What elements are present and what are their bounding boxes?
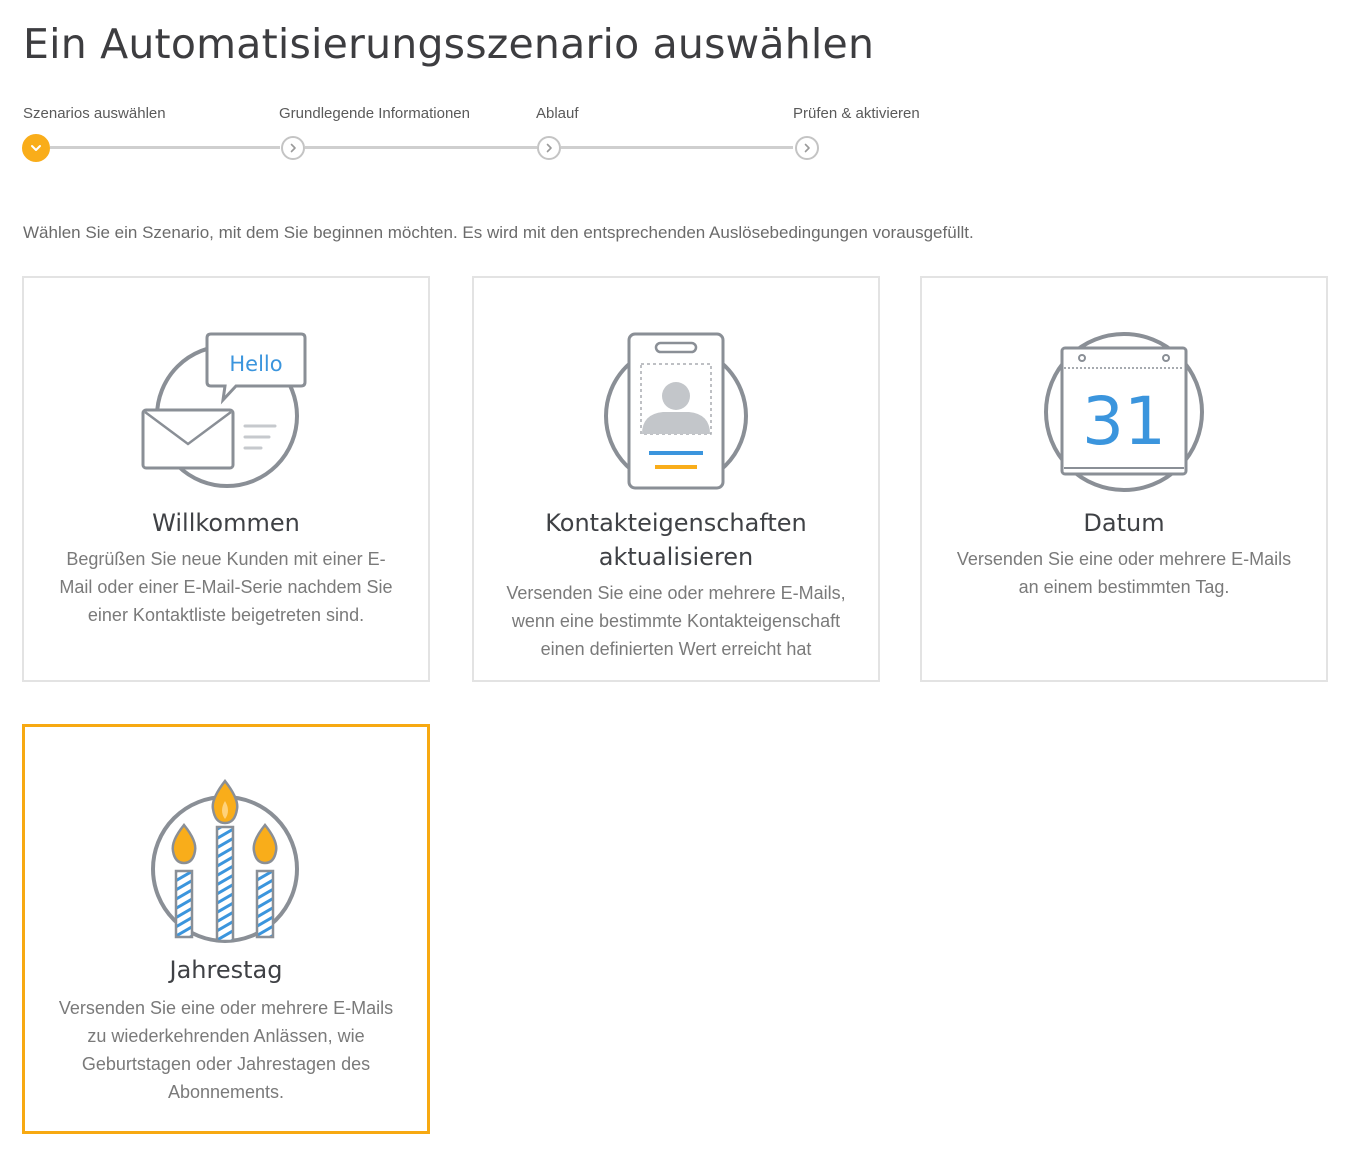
step-connector xyxy=(561,146,793,149)
scenario-card-date[interactable] xyxy=(920,276,1328,682)
scenario-title: Kontakteigenschaften aktualisieren xyxy=(545,509,807,571)
chevron-down-icon xyxy=(29,141,43,155)
step-label-scenarios[interactable]: Szenarios auswählen xyxy=(23,105,166,122)
step-4-indicator[interactable] xyxy=(795,136,819,160)
step-label-basic-info[interactable]: Grundlegende Informationen xyxy=(279,105,470,122)
scenario-title: Jahrestag xyxy=(169,956,283,984)
progress-stepper xyxy=(0,0,1356,180)
step-connector xyxy=(50,146,280,149)
chevron-right-icon xyxy=(543,142,555,154)
step-connector xyxy=(305,146,537,149)
scenario-description: Versenden Sie eine oder mehrere E-Mails zu wiederkehrenden Anlässen, wie Geburtstagen oder Jahrestagen des Abonnements. xyxy=(58,998,394,1102)
scenario-description: Versenden Sie eine oder mehrere E-Mails an einem bestimmten Tag. xyxy=(956,549,1292,597)
scenario-card-anniversary[interactable] xyxy=(22,724,430,1134)
page-title: Ein Automatisierungsszenario auswählen xyxy=(23,20,875,68)
calendar-icon xyxy=(922,328,1326,494)
scenario-description: Versenden Sie eine oder mehrere E-Mails, wenn eine bestimmte Kontakteigenschaft einen definierten Wert erreicht hat xyxy=(506,583,846,659)
svg-text:Hello: Hello xyxy=(229,352,283,376)
step-2-indicator[interactable] xyxy=(281,136,305,160)
step-1-indicator[interactable] xyxy=(22,134,50,162)
welcome-hello-icon xyxy=(24,328,428,494)
birthday-candles-icon xyxy=(25,779,427,945)
step-label-flow[interactable]: Ablauf xyxy=(536,105,579,122)
scenario-card-contact-properties[interactable] xyxy=(472,276,880,682)
step-3-indicator[interactable] xyxy=(537,136,561,160)
chevron-right-icon xyxy=(801,142,813,154)
scenario-title: Datum xyxy=(1083,509,1165,537)
chevron-right-icon xyxy=(287,142,299,154)
scenario-description: Begrüßen Sie neue Kunden mit einer E-Mail oder einer E-Mail-Serie nachdem Sie einer Kontaktliste beigetreten sind. xyxy=(59,549,393,625)
scenario-card-welcome[interactable] xyxy=(22,276,430,682)
svg-text:31: 31 xyxy=(1082,383,1166,460)
step-label-review[interactable]: Prüfen & aktivieren xyxy=(793,105,920,122)
contact-badge-icon xyxy=(474,328,878,494)
scenario-title: Willkommen xyxy=(152,509,300,537)
intro-text: Wählen Sie ein Szenario, mit dem Sie beginnen möchten. Es wird mit den entsprechenden Auslösebedingungen vorausgefüllt. xyxy=(23,223,974,242)
